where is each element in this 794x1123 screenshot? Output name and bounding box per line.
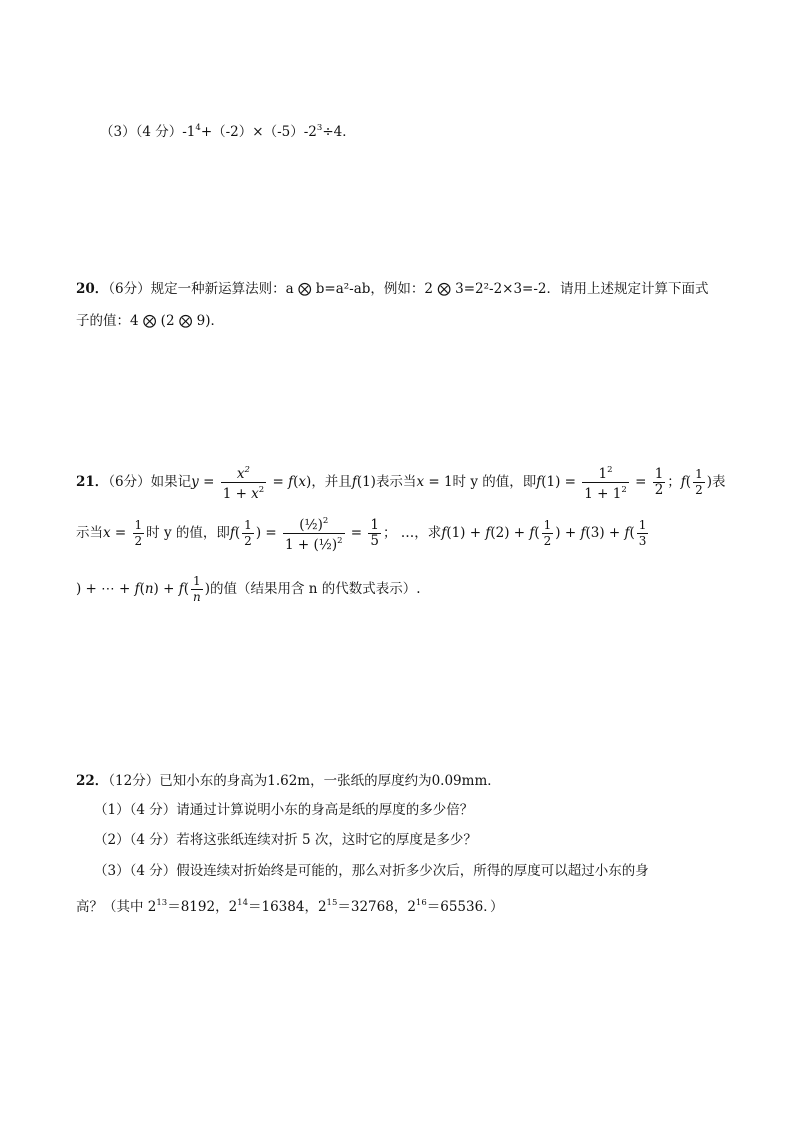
q20-number: 20． bbox=[76, 281, 109, 297]
q21-fraction-fifth: $\frac{1}{5}$ bbox=[370, 517, 380, 549]
q21-formula-y: y bbox=[191, 474, 199, 490]
q20-line2 bbox=[76, 311, 224, 331]
q22-val13: ＝8192，2 bbox=[167, 899, 238, 915]
q21-t5: ； bbox=[667, 474, 681, 490]
q22-part3-line1: （3）（4 分）假设连续对折始终是可能的，那么对折多少次后，所得的厚度可以超过小东的身 bbox=[94, 863, 649, 879]
q19-expr-c: ÷4． bbox=[322, 124, 356, 140]
q19-exp-b: 3 bbox=[316, 123, 323, 133]
q21-number: 21． bbox=[76, 474, 109, 490]
q22-part3-line2 bbox=[76, 893, 503, 917]
q22-intro: （12分）已知小东的身高为1.62m，一张纸的厚度约为0.09mm． bbox=[108, 773, 501, 789]
q22-val14: ＝16384，2 bbox=[248, 899, 327, 915]
q21-fraction-half: $\frac{1}{2}$ bbox=[654, 466, 664, 498]
q22-exp13: 13 bbox=[156, 898, 168, 908]
q20-text1: （6分）规定一种新运算法则：a ⨂ b=a²-ab，例如：2 ⨂ 3=2²-2×3=-2．请用上述规定计算下面式 bbox=[108, 281, 709, 297]
q19-expr-b: +（-2）×（-5）-2 bbox=[200, 124, 317, 140]
q22-intro-line bbox=[76, 771, 501, 791]
q22-exp14: 14 bbox=[237, 898, 248, 908]
q21-fraction-f1: $\frac{1^2}{1 + 1^2}$ bbox=[584, 465, 627, 502]
q21-t10: 的值（结果用含 n 的代数式表示）. bbox=[210, 581, 421, 597]
q21-fraction-fhalf: $\frac{(\frac{1}{2})^2}{1 + (\frac{1}{2})^2}$ bbox=[284, 516, 343, 553]
q21-sum-third: $\frac{1}{3}$ bbox=[638, 518, 647, 548]
q22-number: 22． bbox=[76, 773, 109, 789]
q21-line2: 示当x = $\frac{1}{2}$ 时 y 的值，即f( $\frac{1}{2}$ ) = $\frac{(\frac{1}{2})^2}{1 + (\frac{1}{2})^2}$ = $\frac{1}{5}$ ； …，求f(1) + f(2) + f( $\frac{1}{2}$ ) + f(3) + f( $\frac{1}{3}$ bbox=[76, 516, 647, 553]
q21-sum-half: $\frac{1}{2}$ bbox=[543, 518, 552, 548]
q21-t7: 示当 bbox=[76, 525, 103, 541]
q22-part2: （2）（4 分）若将这张纸连续对折 5 次，这时它的厚度是多少？ bbox=[94, 832, 477, 848]
q21-t8: 时 y 的值，即 bbox=[146, 525, 230, 541]
q22-p3b-pre: 高？（其中 2 bbox=[76, 899, 157, 915]
q21-t3: 表示当 bbox=[375, 474, 417, 490]
q19-exp-a: 4 bbox=[195, 123, 201, 133]
q22-exp15: 15 bbox=[326, 898, 338, 908]
q21-fraction-n: $\frac{1}{n}$ bbox=[193, 574, 201, 604]
q21-fraction-x: $\frac{1}{2}$ bbox=[134, 518, 143, 548]
q21-fraction-arg: $\frac{1}{2}$ bbox=[695, 467, 703, 497]
q21-line1: 21．（6分）如果记y = $\frac{x^2}{1 + x^2}$ = f(x)，并且f(1)表示当x = 1时 y 的值，即f(1) = $\frac{1^2}{1 + 1^2}$ = $\frac{1}{2}$ ；f( $\frac{1}{2}$ )表 bbox=[76, 465, 726, 502]
q19-part3-label: （3）（4 分） bbox=[100, 124, 183, 140]
q22-exp16: 16 bbox=[415, 898, 427, 908]
q19-part3 bbox=[100, 118, 356, 142]
q20-line1 bbox=[76, 279, 709, 299]
q22-val16: ＝65536．） bbox=[426, 899, 504, 915]
q22-val15: ＝32768，2 bbox=[337, 899, 416, 915]
q21-fraction-def: $\frac{x^2}{1 + x^2}$ bbox=[222, 465, 265, 502]
q21-fraction-arg2: $\frac{1}{2}$ bbox=[244, 518, 252, 548]
q21-t9: ； …，求 bbox=[383, 525, 442, 541]
q19-expr-a: -1 bbox=[182, 124, 196, 140]
q20-text2: 子的值：4 ⨂ (2 ⨂ 9)． bbox=[76, 313, 224, 329]
q21-t1: （6分）如果记 bbox=[108, 474, 192, 490]
q21-line3: ) + ⋯ + f(n) + f( $\frac{1}{n}$ )的值（结果用含 n 的代数式表示）. bbox=[76, 574, 421, 604]
q21-t4: 时 y 的值，即 bbox=[452, 474, 537, 490]
q22-part1: （1）（4 分）请通过计算说明小东的身高是纸的厚度的多少倍？ bbox=[94, 802, 474, 818]
q21-t6: 表 bbox=[712, 474, 726, 490]
q21-t2: ，并且 bbox=[311, 474, 352, 490]
